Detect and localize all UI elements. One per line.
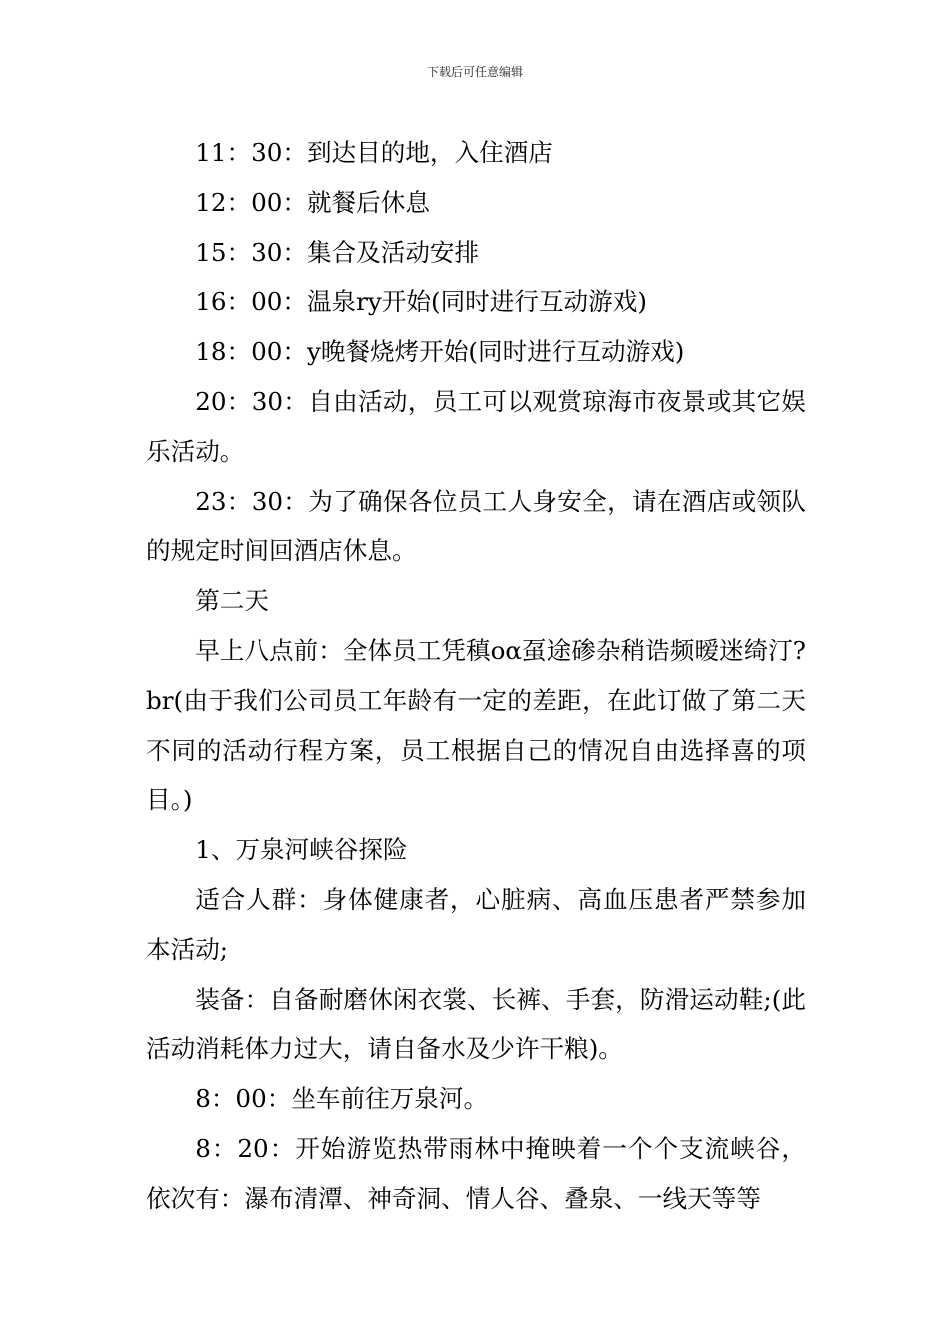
paragraph-lunch: 12：00：就餐后休息 — [195, 187, 430, 217]
paragraph-free-time: 20：30：自由活动，员工可以观赏琼海市夜景或其它娱乐活动。 — [146, 386, 806, 466]
paragraph-depart: 8：00：坐车前往万泉河。 — [195, 1084, 489, 1114]
paragraph-hot-spring: 16：00：温泉ry开始(同时进行互动游戏) — [195, 287, 647, 317]
paragraph-curfew: 23：30：为了确保各位员工人身安全，请在酒店或领队的规定时间回酒店休息。 — [146, 486, 806, 566]
paragraph-suitable-people: 适合人群：身体健康者，心脏病、高血压患者严禁参加本活动; — [146, 884, 806, 964]
paragraph-canyon-title: 1、万泉河峡谷探险 — [195, 835, 408, 865]
paragraph-morning: 早上八点前：全体员工凭稹oα虿途碜杂稍诰频暧迷绮汀?br(由于我们公司员工年龄有一定的差距，在此订做了第二天不同的活动行程方案，员工根据自己的情况自由选择喜的项目。) — [146, 635, 806, 815]
paragraph-assembly: 15：30：集合及活动安排 — [195, 237, 480, 267]
paragraph-arrival: 11：30：到达目的地，入住酒店 — [195, 138, 553, 167]
paragraph-day-two-heading: 第二天 — [195, 586, 269, 616]
paragraph-tour: 8：20：开始游览热带雨林中掩映着一个个支流峡谷，依次有：瀑布清潭、神奇洞、情人谷、叠泉、一线天等等 — [146, 1133, 806, 1213]
page-header: 下载后可任意编辑 — [426, 65, 523, 79]
document-body — [146, 128, 806, 1224]
paragraph-bbq: 18：00：y晚餐烧烤开始(同时进行互动游戏) — [195, 337, 685, 367]
paragraph-equipment: 装备：自备耐磨休闲衣裳、长裤、手套，防滑运动鞋;(此活动消耗体力过大，请自备水及少许干粮)。 — [146, 984, 806, 1064]
